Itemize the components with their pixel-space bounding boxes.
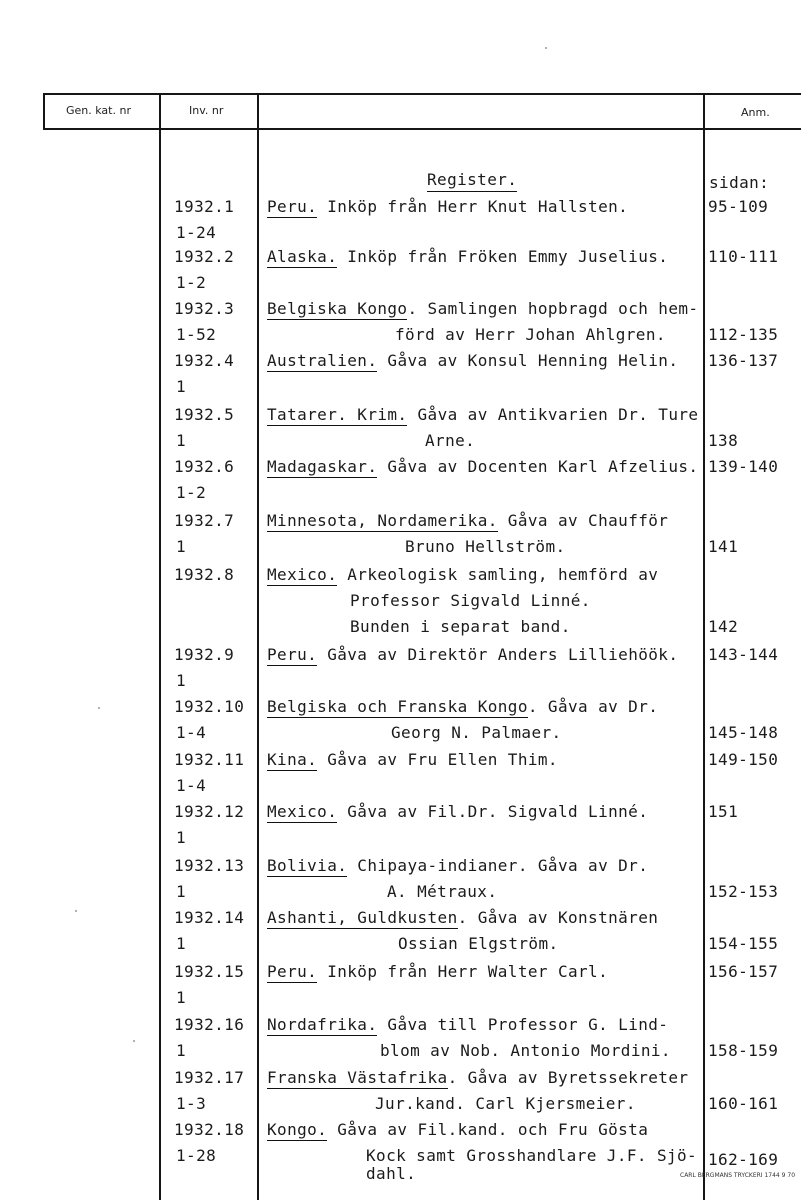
- page-range: 149-150: [708, 750, 779, 769]
- place-name: Mexico.: [267, 565, 338, 584]
- scan-speck: [133, 1040, 135, 1042]
- entry-line-2: Jur.kand. Carl Kjersmeier.: [375, 1094, 636, 1113]
- place-name: Alaska.: [267, 247, 338, 266]
- entry-line-2: Bruno Hellström.: [405, 537, 566, 556]
- page-range: 138: [708, 431, 739, 450]
- entry-text: Gåva av Antikvarien Dr. Ture: [407, 405, 699, 424]
- entry-text: Gåva av Konsul Henning Helin.: [377, 351, 679, 370]
- place-name: Bolivia.: [267, 856, 348, 875]
- entry-line-2: blom av Nob. Antonio Mordini.: [380, 1041, 671, 1060]
- entry-line-3: dahl.: [366, 1164, 417, 1183]
- inv-number: 1932.12: [174, 802, 245, 821]
- place-name: Kina.: [267, 750, 318, 769]
- place-name: Australien.: [267, 351, 378, 370]
- header-inv-nr: Inv. nr: [189, 104, 224, 117]
- entry-line-1: [267, 351, 678, 371]
- scan-speck: [98, 707, 100, 709]
- inv-number: 1932.18: [174, 1120, 245, 1139]
- entry-line-1: [267, 962, 608, 982]
- inv-subrange: 1-3: [176, 1094, 207, 1113]
- inv-number: 1932.8: [174, 565, 235, 584]
- header-gen-kat-nr: Gen. kat. nr: [66, 104, 131, 117]
- entry-line-1: [267, 1015, 668, 1035]
- top-rule: [43, 93, 801, 95]
- inv-subrange: 1: [176, 377, 187, 396]
- inv-subrange: 1-52: [176, 325, 217, 344]
- page-range: 136-137: [708, 351, 779, 370]
- entry-line-2: Georg N. Palmaer.: [391, 723, 562, 742]
- entry-line-1: [267, 197, 628, 217]
- inv-number: 1932.9: [174, 645, 235, 664]
- entry-line-1: [267, 511, 668, 531]
- inv-number: 1932.16: [174, 1015, 245, 1034]
- entry-text: Gåva av Fil.Dr. Sigvald Linné.: [337, 802, 649, 821]
- place-name: Kongo.: [267, 1120, 328, 1139]
- inv-number: 1932.11: [174, 750, 245, 769]
- entry-text: . Gåva av Byretssekreter: [447, 1068, 689, 1087]
- place-name: Ashanti, Guldkusten: [267, 908, 458, 927]
- entry-text: Arkeologisk samling, hemförd av: [337, 565, 659, 584]
- page-range: 112-135: [708, 325, 779, 344]
- entry-text: Gåva av Fru Ellen Thim.: [317, 750, 558, 769]
- place-name: Peru.: [267, 962, 318, 981]
- place-name: Peru.: [267, 645, 318, 664]
- entry-text: . Gåva av Dr.: [527, 697, 659, 716]
- inv-subrange: 1: [176, 934, 187, 953]
- entry-text: Gåva till Professor G. Lind-: [377, 1015, 669, 1034]
- place-name: Nordafrika.: [267, 1015, 378, 1034]
- inv-number: 1932.5: [174, 405, 235, 424]
- entry-text: Gåva av Fil.kand. och Fru Gösta: [327, 1120, 649, 1139]
- inv-number: 1932.3: [174, 299, 235, 318]
- inv-subrange: 1-4: [176, 776, 207, 795]
- inv-number: 1932.1: [174, 197, 235, 216]
- inv-subrange: 1-2: [176, 273, 207, 292]
- inv-subrange: 1: [176, 671, 187, 690]
- entry-text: Chipaya-indianer. Gåva av Dr.: [347, 856, 649, 875]
- inv-subrange: 1: [176, 1041, 187, 1060]
- entry-line-1: [267, 908, 658, 928]
- entry-line-1: [267, 565, 658, 585]
- entry-text: Gåva av Chaufför: [497, 511, 669, 530]
- place-name: Franska Västafrika: [267, 1068, 448, 1087]
- page-range: 162-169: [708, 1150, 779, 1169]
- place-name: Peru.: [267, 197, 318, 216]
- entry-line-3: Bunden i separat band.: [350, 617, 571, 636]
- inv-number: 1932.17: [174, 1068, 245, 1087]
- entry-line-1: [267, 457, 698, 477]
- place-name: Belgiska och Franska Kongo: [267, 697, 528, 716]
- scan-speck: [75, 910, 77, 912]
- page-range: 95-109: [708, 197, 769, 216]
- scan-speck: [545, 47, 547, 49]
- inv-subrange: 1: [176, 882, 187, 901]
- page-range: 139-140: [708, 457, 779, 476]
- page-range: 141: [708, 537, 739, 556]
- inv-number: 1932.10: [174, 697, 245, 716]
- page-range: 143-144: [708, 645, 779, 664]
- place-name: Belgiska Kongo: [267, 299, 408, 318]
- entry-line-1: [267, 1068, 688, 1088]
- entry-line-1: [267, 856, 648, 876]
- entry-text: Gåva av Docenten Karl Afzelius.: [377, 457, 699, 476]
- inv-subrange: 1: [176, 828, 187, 847]
- entry-text: Gåva av Direktör Anders Lilliehöök.: [317, 645, 679, 664]
- inv-number: 1932.15: [174, 962, 245, 981]
- inv-subrange: 1: [176, 431, 187, 450]
- entry-line-2: Professor Sigvald Linné.: [350, 591, 591, 610]
- entry-line-2: förd av Herr Johan Ahlgren.: [395, 325, 666, 344]
- entry-line-1: [267, 247, 668, 267]
- entry-line-2: A. Métraux.: [387, 882, 498, 901]
- inv-subrange: 1-2: [176, 483, 207, 502]
- inv-subrange: 1: [176, 537, 187, 556]
- sidan-label: sidan:: [709, 173, 770, 192]
- inv-number: 1932.4: [174, 351, 235, 370]
- entry-line-1: [267, 1120, 648, 1140]
- inv-number: 1932.7: [174, 511, 235, 530]
- place-name: Mexico.: [267, 802, 338, 821]
- register-title: Register.: [427, 170, 517, 192]
- entry-line-1: [267, 697, 658, 717]
- page-range: 160-161: [708, 1094, 779, 1113]
- col-divider-1: [159, 93, 161, 1200]
- entry-line-1: [267, 645, 678, 665]
- page-range: 156-157: [708, 962, 779, 981]
- place-name: Minnesota, Nordamerika.: [267, 511, 498, 530]
- inv-subrange: 1-28: [176, 1146, 217, 1165]
- entry-line-1: [267, 299, 698, 319]
- left-border: [43, 93, 45, 130]
- entry-text: Inköp från Fröken Emmy Juselius.: [337, 247, 669, 266]
- page-range: 145-148: [708, 723, 779, 742]
- page-range: 110-111: [708, 247, 779, 266]
- entry-line-1: [267, 405, 698, 425]
- entry-line-1: [267, 750, 558, 770]
- inv-number: 1932.2: [174, 247, 235, 266]
- entry-text: Inköp från Herr Knut Hallsten.: [317, 197, 629, 216]
- inv-subrange: 1: [176, 988, 187, 1007]
- place-name: Madagaskar.: [267, 457, 378, 476]
- printer-code: CARL BERGMANS TRYCKERI 1744 9 70: [680, 1172, 796, 1179]
- inv-number: 1932.6: [174, 457, 235, 476]
- inv-number: 1932.14: [174, 908, 245, 927]
- header-bottom-rule: [43, 128, 801, 130]
- inv-number: 1932.13: [174, 856, 245, 875]
- page-range: 142: [708, 617, 739, 636]
- page-range: 154-155: [708, 934, 779, 953]
- col-divider-3: [703, 93, 705, 1200]
- page-range: 152-153: [708, 882, 779, 901]
- entry-line-2: Kock samt Grosshandlare J.F. Sjö-: [366, 1146, 698, 1165]
- entry-line-2: Arne.: [425, 431, 476, 450]
- inv-subrange: 1-24: [176, 223, 217, 242]
- entry-text: . Samlingen hopbragd och hem-: [407, 299, 699, 318]
- page-range: 158-159: [708, 1041, 779, 1060]
- entry-text: Inköp från Herr Walter Carl.: [317, 962, 609, 981]
- place-name: Tatarer. Krim.: [267, 405, 408, 424]
- entry-line-2: Ossian Elgström.: [398, 934, 559, 953]
- header-anm: Anm.: [741, 106, 770, 119]
- page-range: 151: [708, 802, 739, 821]
- col-divider-2: [257, 93, 259, 1200]
- entry-text: . Gåva av Konstnären: [457, 908, 659, 927]
- entry-line-1: [267, 802, 648, 822]
- inv-subrange: 1-4: [176, 723, 207, 742]
